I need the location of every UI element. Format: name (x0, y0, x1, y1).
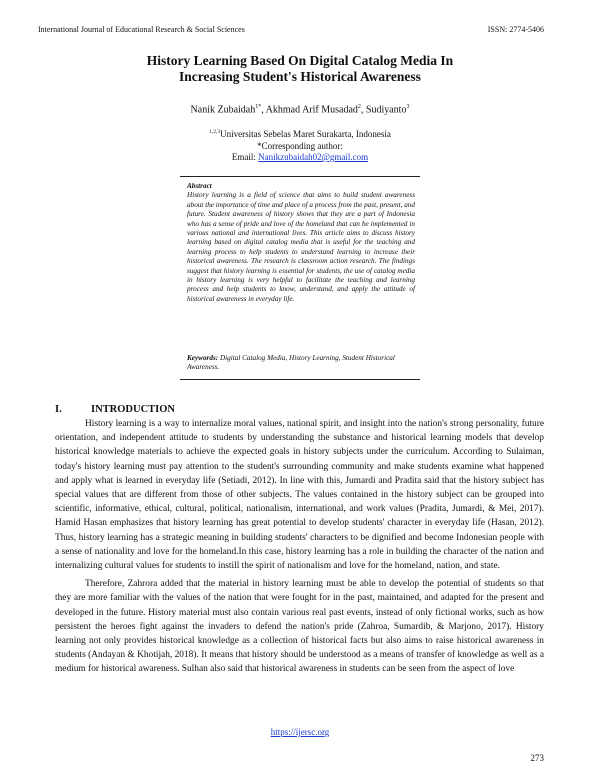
author-list (0, 104, 600, 115)
author-2-sup: 2 (357, 104, 361, 110)
section-number: I. (55, 404, 62, 415)
paragraph-2: Therefore, Zahrora added that the material in history learning must be able to develop the potential of students so that they are more familiar with the values of the nation that were fought for in the past, maintained, and adapted for the present and developed in the future. History material must also contain various real past events, instead of only fictional works, such as how persistent the heroes fight against the invaders to defend the nation's pride (Zahroa, Sumardib, & Marjono, 2017). History learning not only provides historical knowledge as a collection of historical facts but also aims to raise historical awareness in students (Andayan & Khotijah, 2018). It means that history should be understood as a means of transfer of knowledge as well as a medium for historical awareness. Sulhan also said that historical awareness in students can be seen from the aspect of love (55, 579, 544, 675)
abstract-label: Abstract (187, 182, 212, 190)
corresponding-author: *Corresponding author: (257, 140, 343, 151)
email-link[interactable]: Nanikzubaidah02@gmail.com (258, 152, 369, 162)
university: Universitas Sebelas Maret Surakarta, Indonesia (220, 129, 391, 139)
paper-title (0, 53, 600, 85)
email-label: Email: (231, 152, 259, 162)
author-1-sup: 1* (255, 104, 262, 110)
email-line (0, 152, 600, 164)
section-title: INTRODUCTION (91, 404, 176, 415)
abstract-text: History learning is a field of science that aims to build student awareness about the importance of time and place of a process from the past, present, and future. Student awareness of history shows that they are a part of Indonesia who has a sense of pride and love of the homeland that can be implemented in various national and international lives. This article aims to discuss history learning based on digital catalog media that is useful for the teaching and learning process to help students to understand learning to increase their historical awareness. The research is classroom action research. The findings suggest that history learning is essential for students, the use of catalog media in history learning is very helpful to facilitate the teaching and learning process and help students to know, understand, and apply the attitude of historical awareness in everyday life. (187, 191, 415, 303)
affiliation-line (0, 127, 600, 141)
affiliation-sup: 1,2,3 (209, 129, 221, 135)
keywords-text: Digital Catalog Media, History Learning, Student Historical Awareness. (187, 354, 395, 372)
abstract-top-divider (180, 176, 420, 177)
issn-header: ISSN: 2774-5406 (487, 25, 544, 34)
keywords-label: Keywords: (187, 354, 219, 362)
journal-url-link[interactable]: https://ijersc.org (270, 727, 330, 737)
page-number: 273 (530, 753, 544, 763)
author-2: , Akhmad Arif Musadad (261, 104, 358, 116)
title-line-2: Increasing Student's Historical Awareness (179, 69, 421, 84)
section-heading (55, 404, 175, 415)
author-3-sup: 3 (406, 104, 410, 110)
keywords (187, 354, 415, 373)
affiliation-block (0, 127, 600, 164)
body-text (55, 417, 544, 681)
abstract (187, 182, 415, 304)
abstract-bottom-divider (180, 379, 420, 380)
title-line-1: History Learning Based On Digital Catalog Media In (146, 53, 454, 68)
footer-url (0, 727, 600, 737)
paragraph-1: History learning is a way to internalize moral values, national spirit, and insight into the nation's strong personality, future orientation, and independent attitude to students by understanding the substance and historical learning models that develop historical knowledge materials to achieve the expected goals in history subjects under the curriculum. According to Sulaiman, today's history learning must pay attention to the student's surrounding community and make students examine what happened and apply what is learned in everyday life (Setiadi, 2012). In line with this, Jumardi and Pradita said that the history subject has special values that are different from those of other subjects. The values contained in the history subject can be grouped into scientific, informative, ethical, cultural, political, nationalism, international, and work values (Pradita, Jumardi, & Mei, 2017). Hamid Hasan emphasizes that history learning has great potential to develop students' character in everyday life (Hasan, 2012). Thus, history learning has a strategic meaning in building students' characters to be dignified and become Indonesian people with a sense of nationality and love for the homeland.In this case, history learning has a role in building the character of the nation and internalizing cultural values for students to instill the spirit of nationalism and love for the homeland, nation, and state. (55, 419, 544, 572)
author-1: Nanik Zubaidah (190, 104, 256, 116)
author-3: , Sudiyanto (360, 104, 407, 116)
journal-header: International Journal of Educational Research & Social Sciences (38, 25, 245, 34)
